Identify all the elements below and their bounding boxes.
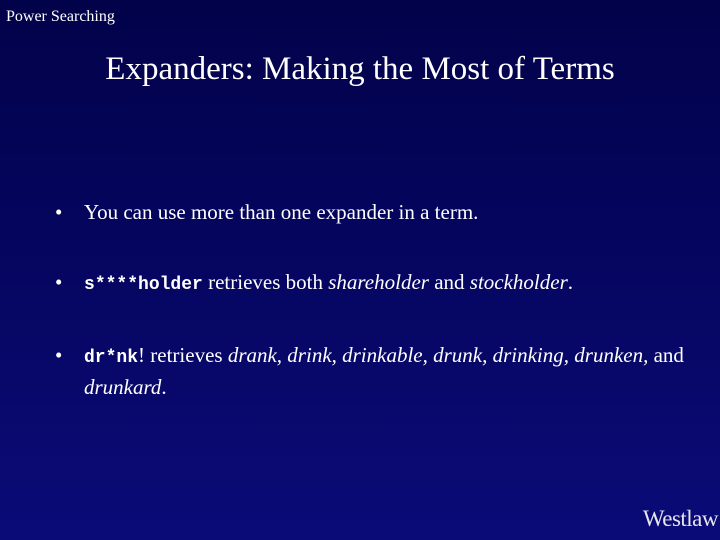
example-word: shareholder [328, 270, 429, 294]
search-term: dr*nk [84, 348, 139, 368]
example-word: stockholder [469, 270, 568, 294]
search-term [84, 275, 203, 295]
bullet-text: retrieves both [202, 270, 329, 294]
bullet-text: You can use more than one expander in a term. [84, 200, 479, 224]
term-suffix: ! [138, 343, 146, 367]
bullet-text: . [161, 375, 167, 399]
bullet-text: retrieves [145, 343, 228, 367]
bullet-dot: • [55, 200, 63, 224]
term-stars: **** [94, 275, 139, 295]
bullet-text: and [648, 343, 684, 367]
example-word: drunkard [84, 375, 162, 399]
bullet-item [55, 198, 695, 227]
bullet-dot: • [55, 270, 63, 294]
bullet-text: . [567, 270, 573, 294]
westlaw-logo: Westlaw [642, 506, 718, 531]
bullet-list [55, 198, 695, 443]
bullet-dot: • [55, 343, 63, 367]
example-words: drank, drink, drinkable, drunk, drinking, drunken, [227, 343, 649, 367]
corner-label: Power Searching [6, 8, 115, 25]
term-suffix: holder [138, 275, 203, 295]
slide-title: Expanders: Making the Most of Terms [105, 51, 615, 87]
bullet-text: and [428, 270, 470, 294]
bullet-item [55, 341, 695, 402]
bullet-item [55, 268, 695, 300]
term-prefix: s [84, 275, 95, 295]
